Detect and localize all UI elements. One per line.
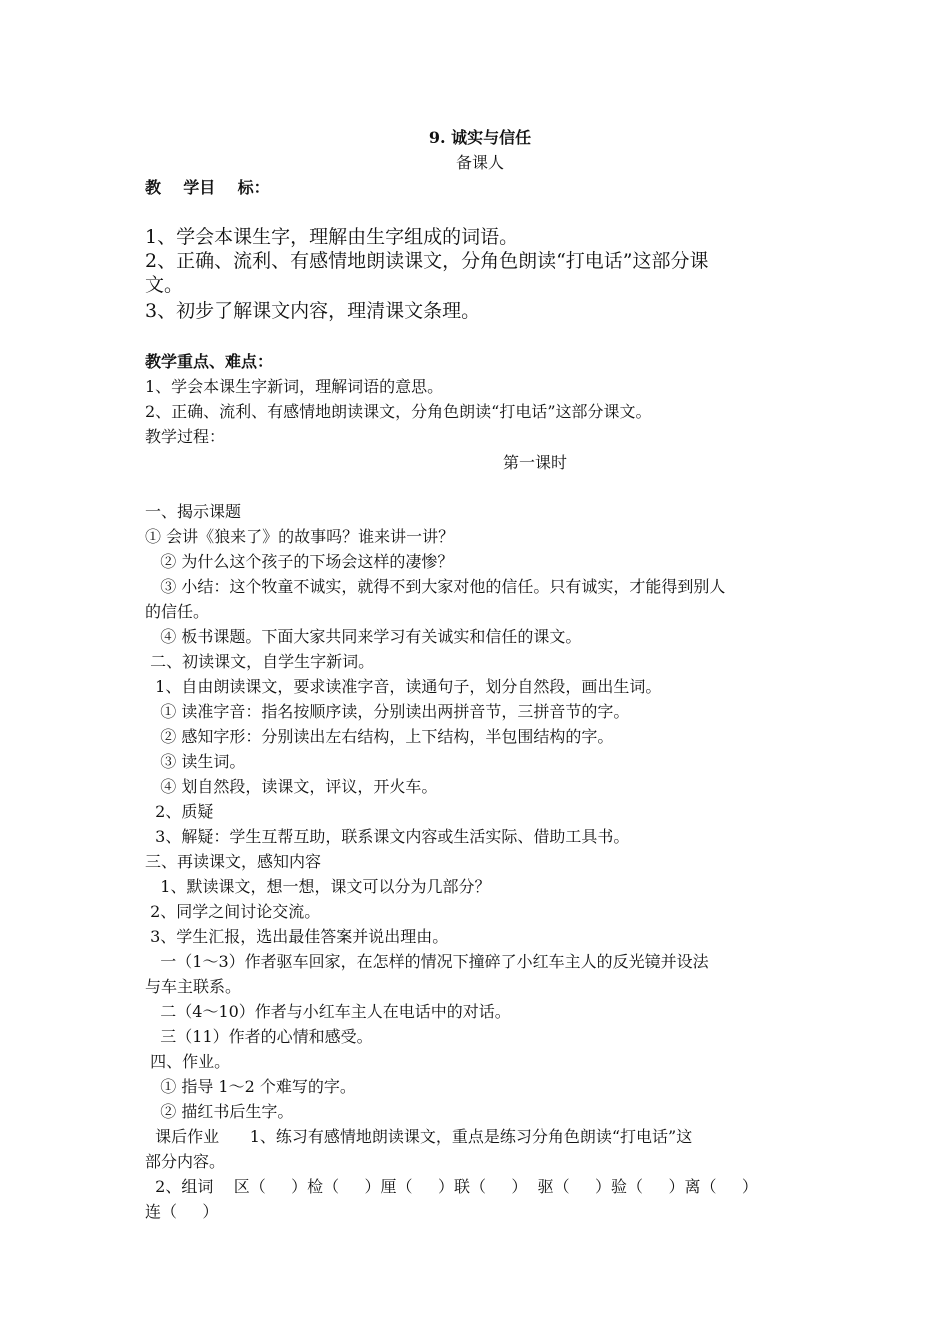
- body-line: 二（4～10）作者与小红车主人在电话中的对话。: [145, 1002, 511, 1021]
- body-line: ③ 小结：这个牧童不诚实，就得不到大家对他的信任。只有诚实，才能得到别人: [145, 577, 726, 596]
- body-line: ② 感知字形：分别读出左右结构，上下结构，半包围结构的字。: [145, 727, 614, 746]
- homework-line: 课后作业 1、练习有感情地朗读课文，重点是练习分角色朗读“打电话”这: [145, 1127, 693, 1146]
- objective-item: 文。: [145, 274, 184, 296]
- body-line: 二、初读课文，自学生字新词。: [145, 652, 375, 671]
- body-line: 与车主联系。: [145, 977, 242, 996]
- objectives-heading: 教 学目 标：: [145, 178, 270, 197]
- body-line: 1、默读课文，想一想，课文可以分为几部分？: [145, 877, 491, 896]
- body-line: ④ 板书课题。下面大家共同来学习有关诚实和信任的课文。: [145, 627, 582, 646]
- objective-item: 3、初步了解课文内容，理清课文条理。: [145, 300, 481, 322]
- author-label: 备课人: [455, 153, 504, 172]
- homework-line: 部分内容。: [145, 1152, 226, 1171]
- objective-item: 1、学会本课生字，理解由生字组成的词语。: [145, 226, 519, 248]
- body-line: 一（1～3）作者驱车回家，在怎样的情况下撞碎了小红车主人的反光镜并设法: [145, 952, 709, 971]
- word-exercise-line: 连（ ）: [145, 1202, 219, 1221]
- body-line: 三（11）作者的心情和感受。: [145, 1027, 373, 1046]
- lesson-title: 第一课时: [502, 453, 567, 472]
- body-line: ① 读准字音：指名按顺序读，分别读出两拼音节，三拼音节的字。: [145, 702, 630, 721]
- keypoint-item: 1、学会本课生字新词，理解词语的意思。: [145, 377, 444, 396]
- word-exercise-line: 2、组词 区（ ）检（ ）厘（ ）联（ ） 驱（ ）验（ ）离（ ）: [145, 1177, 758, 1196]
- keypoints-heading: 教学重点、难点：: [145, 352, 274, 371]
- process-heading: 教学过程：: [145, 427, 226, 446]
- body-line: 一、揭示课题: [145, 502, 242, 521]
- body-line: 三、再读课文，感知内容: [145, 852, 322, 871]
- objective-item: 2、正确、流利、有感情地朗读课文，分角色朗读“打电话”这部分课: [145, 250, 709, 272]
- doc-title: 9. 诚实与信任: [428, 128, 532, 147]
- keypoint-item: 2、正确、流利、有感情地朗读课文，分角色朗读“打电话”这部分课文。: [145, 402, 652, 421]
- body-line: ① 指导 1～2 个难写的字。: [145, 1077, 356, 1096]
- body-line: 的信任。: [145, 602, 210, 621]
- body-line: ② 为什么这个孩子的下场会这样的凄惨？: [145, 552, 454, 571]
- body-line: 1、自由朗读课文，要求读准字音，读通句子，划分自然段，画出生词。: [145, 677, 662, 696]
- body-line: 2、质疑: [145, 802, 214, 821]
- body-line: 3、解疑：学生互帮互助，联系课文内容或生活实际、借助工具书。: [145, 827, 630, 846]
- body-line: 四、作业。: [145, 1052, 231, 1071]
- body-line: ① 会讲《狼来了》的故事吗？谁来讲一讲？: [145, 527, 455, 546]
- body-line: ④ 划自然段，读课文，评议，开火车。: [145, 777, 438, 796]
- body-line: 3、学生汇报，选出最佳答案并说出理由。: [145, 927, 449, 946]
- body-line: 2、同学之间讨论交流。: [145, 902, 321, 921]
- body-line: ③ 读生词。: [145, 752, 246, 771]
- body-line: ② 描红书后生字。: [145, 1102, 294, 1121]
